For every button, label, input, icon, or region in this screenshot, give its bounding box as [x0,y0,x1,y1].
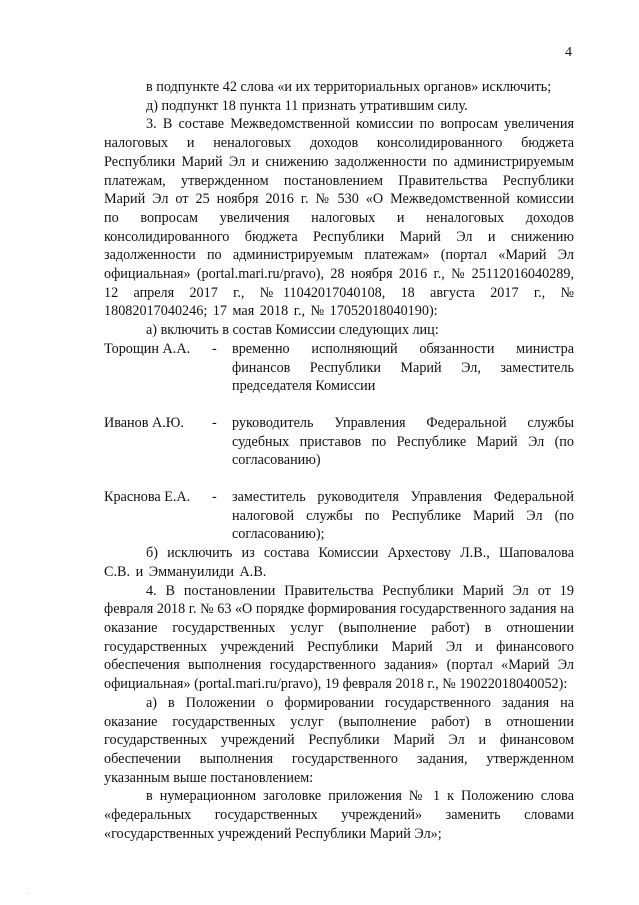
member-dash: - [212,489,217,506]
paragraph-item-3a: а) включить в состав Комиссии следующих лиц: [146,322,439,339]
paragraph-item-4: 4. В постановлении Правительства Республики Марий Эл от 19 февраля 2018 г. № 63 «О порядке формирования государственного задания на оказание государственных услуг (выполнение работ) в отношении государственных учреждений Республики Марий Эл и финансового обеспечения выполнения государственного задания» (портал «Марий Эл официальная» (portal.mari.ru/pravo), 19 февраля 2018 г., № 19022018040052): [104,582,574,693]
member-role: заместитель руководителя Управления Федеральной налоговой службы по Республике Марий Эл (по согласованию); [232,489,574,543]
member-name: Торощин А.А. [104,340,191,357]
paragraph-item-4a-1: в нумерационном заголовке приложения № 1 к Положению слова «федеральных государственных учреждений» заменить словами «государственных учреждений Республики Марий Эл»; [104,788,574,842]
paragraph-item-3: 3. В составе Межведомственной комиссии по вопросам увеличения налоговых и неналоговых доходов консолидированного бюджета Республики Марий Эл и снижению задолженности по администрируемым платежам, утвержденном постановлением Правительства Республики Марий Эл от 25 ноября 2016 г. № 530 «О Межведомственной комиссии по вопросам увеличения налоговых и неналоговых доходов консолидированного бюджета Республики Марий Эл и снижению задолженности по администрируемым платежам» (портал «Марий Эл официальная» (portal.mari.ru/pravo), 28 ноября 2016 г., № 25112016040289, 12 апреля 2017 г., №11042017040108, 18 августа 2017 г., № 18082017040246; 17 мая 2018 г., № 17052018040190): [104,116,574,320]
paragraph-words-exclusion: в подпункте 42 слова «и их территориальных органов» исключить; [146,79,552,95]
member-role: руководитель Управления Федеральной службы судебных приставов по Республике Марий Эл (по согласованию) [232,414,574,469]
member-name: Иванов А.Ю. [104,414,184,431]
member-dash: - [212,414,217,431]
member-role: временно исполняющий обязанности министра финансов Республики Марий Эл, заместитель председателя Комиссии [232,340,574,395]
paragraph-item-3b: б) исключить из состава Комиссии Архестову Л.В., Шаповалова С.В. и Эммануилиди А.В. [104,545,574,580]
member-row [104,488,574,544]
commission-members-list [104,340,574,544]
member-row [104,340,574,396]
paragraph-item-4a: а) в Положении о формировании государственного задания на оказание государственных услуг (выполнение работ) в отношении государственных учреждений Республики Марий Эл и финансовом обеспечении выполнения государственного задания, утвержденном указанным выше постановлением: [104,694,574,786]
scan-dot: . [27,890,29,896]
page-number: 4 [565,45,572,60]
paragraph-subitem-d: д) подпункт 18 пункта 11 признать утратившим силу. [146,97,468,114]
member-name: Краснова Е.А. [104,489,191,506]
document-body [104,78,574,843]
member-row [104,414,574,470]
member-dash: - [212,340,217,357]
